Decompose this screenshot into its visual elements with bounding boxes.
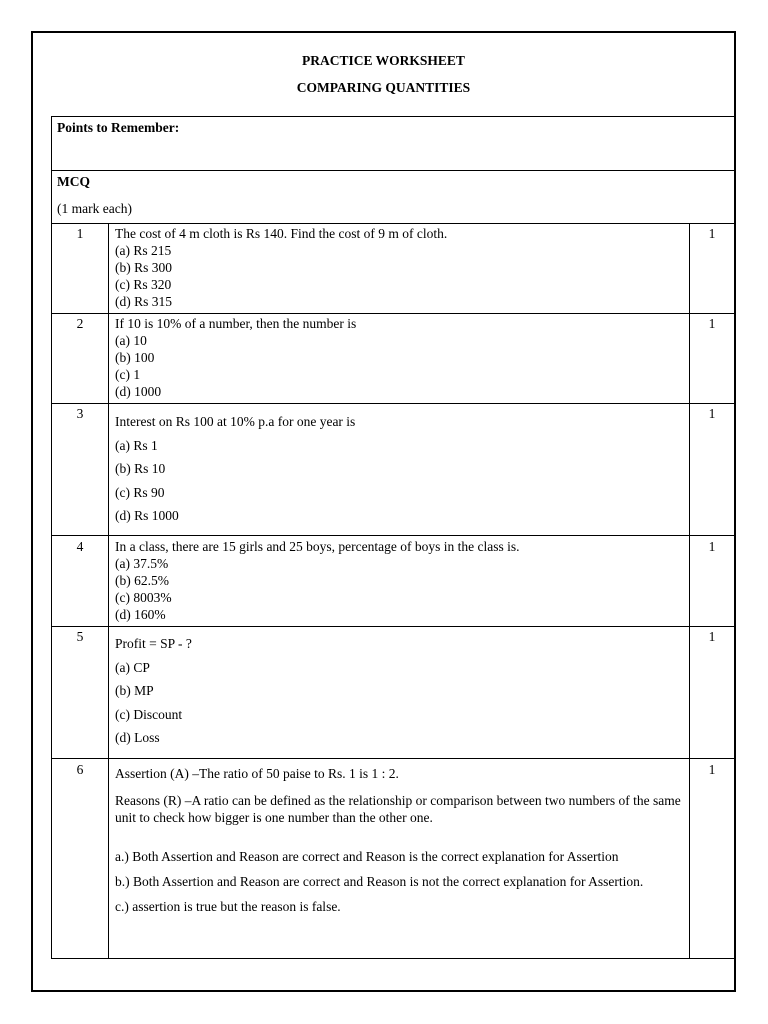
question-6 (115, 765, 683, 915)
reason-text: Reasons (R) –A ratio can be defined as the relationship or comparison between two numbers of the same unit to check how bigger is one number than the other one. (115, 793, 681, 825)
question-text: Profit = SP - ? (115, 636, 192, 651)
mcq-label: MCQ (57, 174, 90, 189)
question-marks: 1 (708, 316, 716, 331)
column-divider-number (108, 223, 109, 959)
question-text: The cost of 4 m cloth is Rs 140. Find the cost of 9 m of cloth. (115, 226, 448, 241)
question-text: Interest on Rs 100 at 10% p.a for one year is (115, 414, 356, 429)
mcq-note: (1 mark each) (57, 201, 132, 216)
question-marks: 1 (708, 539, 716, 554)
row-divider (51, 626, 735, 627)
question-2 (115, 315, 356, 400)
question-number: 1 (76, 226, 84, 241)
row-divider (51, 313, 735, 314)
question-text: If 10 is 10% of a number, then the number is (115, 316, 357, 331)
option-a: a.) Both Assertion and Reason are correct and Reason is the correct explanation for Assertion (115, 849, 619, 864)
question-4 (115, 538, 520, 623)
question-marks: 1 (708, 226, 716, 241)
question-text: In a class, there are 15 girls and 25 boys, percentage of boys in the class is. (115, 539, 520, 554)
option-a: (a) 37.5% (115, 556, 169, 571)
option-d: (d) Loss (115, 730, 160, 745)
option-b: (b) 62.5% (115, 573, 169, 588)
question-number: 4 (76, 539, 84, 554)
option-b: (b) MP (115, 683, 154, 698)
option-b: (b) Rs 300 (115, 260, 172, 275)
worksheet-title: PRACTICE WORKSHEET (302, 53, 465, 68)
question-3 (115, 410, 355, 528)
option-c: (c) 8003% (115, 590, 172, 605)
question-marks: 1 (708, 629, 716, 644)
question-number: 5 (76, 629, 84, 644)
question-number: 3 (76, 406, 84, 421)
option-a: (a) 10 (115, 333, 147, 348)
option-d: (d) 160% (115, 607, 166, 622)
option-d: (d) Rs 315 (115, 294, 172, 309)
option-c: (c) Rs 320 (115, 277, 172, 292)
option-b: (b) Rs 10 (115, 461, 166, 476)
row-divider (51, 223, 735, 224)
option-c: (c) 1 (115, 367, 141, 382)
option-b: (b) 100 (115, 350, 155, 365)
row-divider (51, 170, 735, 171)
option-a: (a) Rs 1 (115, 437, 158, 453)
worksheet-subtitle: COMPARING QUANTITIES (296, 80, 471, 95)
row-divider (51, 535, 735, 536)
option-c: c.) assertion is true but the reason is false. (115, 899, 341, 914)
points-to-remember-label: Points to Remember: (57, 120, 180, 135)
row-divider (51, 758, 735, 759)
option-a: (a) Rs 215 (115, 243, 172, 258)
option-d: (d) Rs 1000 (115, 508, 179, 523)
option-d: (d) 1000 (115, 384, 162, 399)
question-5 (115, 632, 192, 750)
question-marks: 1 (708, 406, 716, 421)
option-c: (c) Discount (115, 706, 183, 722)
option-b: b.) Both Assertion and Reason are correct and Reason is not the correct explanation for Assertion. (115, 874, 644, 889)
option-a: (a) CP (115, 659, 150, 675)
assertion-text: Assertion (A) –The ratio of 50 paise to Rs. 1 is 1 : 2. (115, 766, 399, 781)
question-number: 6 (76, 762, 84, 777)
row-divider (51, 403, 735, 404)
question-number: 2 (76, 316, 84, 331)
column-divider-marks (689, 223, 690, 959)
question-marks: 1 (708, 762, 716, 777)
option-c: (c) Rs 90 (115, 484, 165, 500)
question-1 (115, 225, 447, 310)
